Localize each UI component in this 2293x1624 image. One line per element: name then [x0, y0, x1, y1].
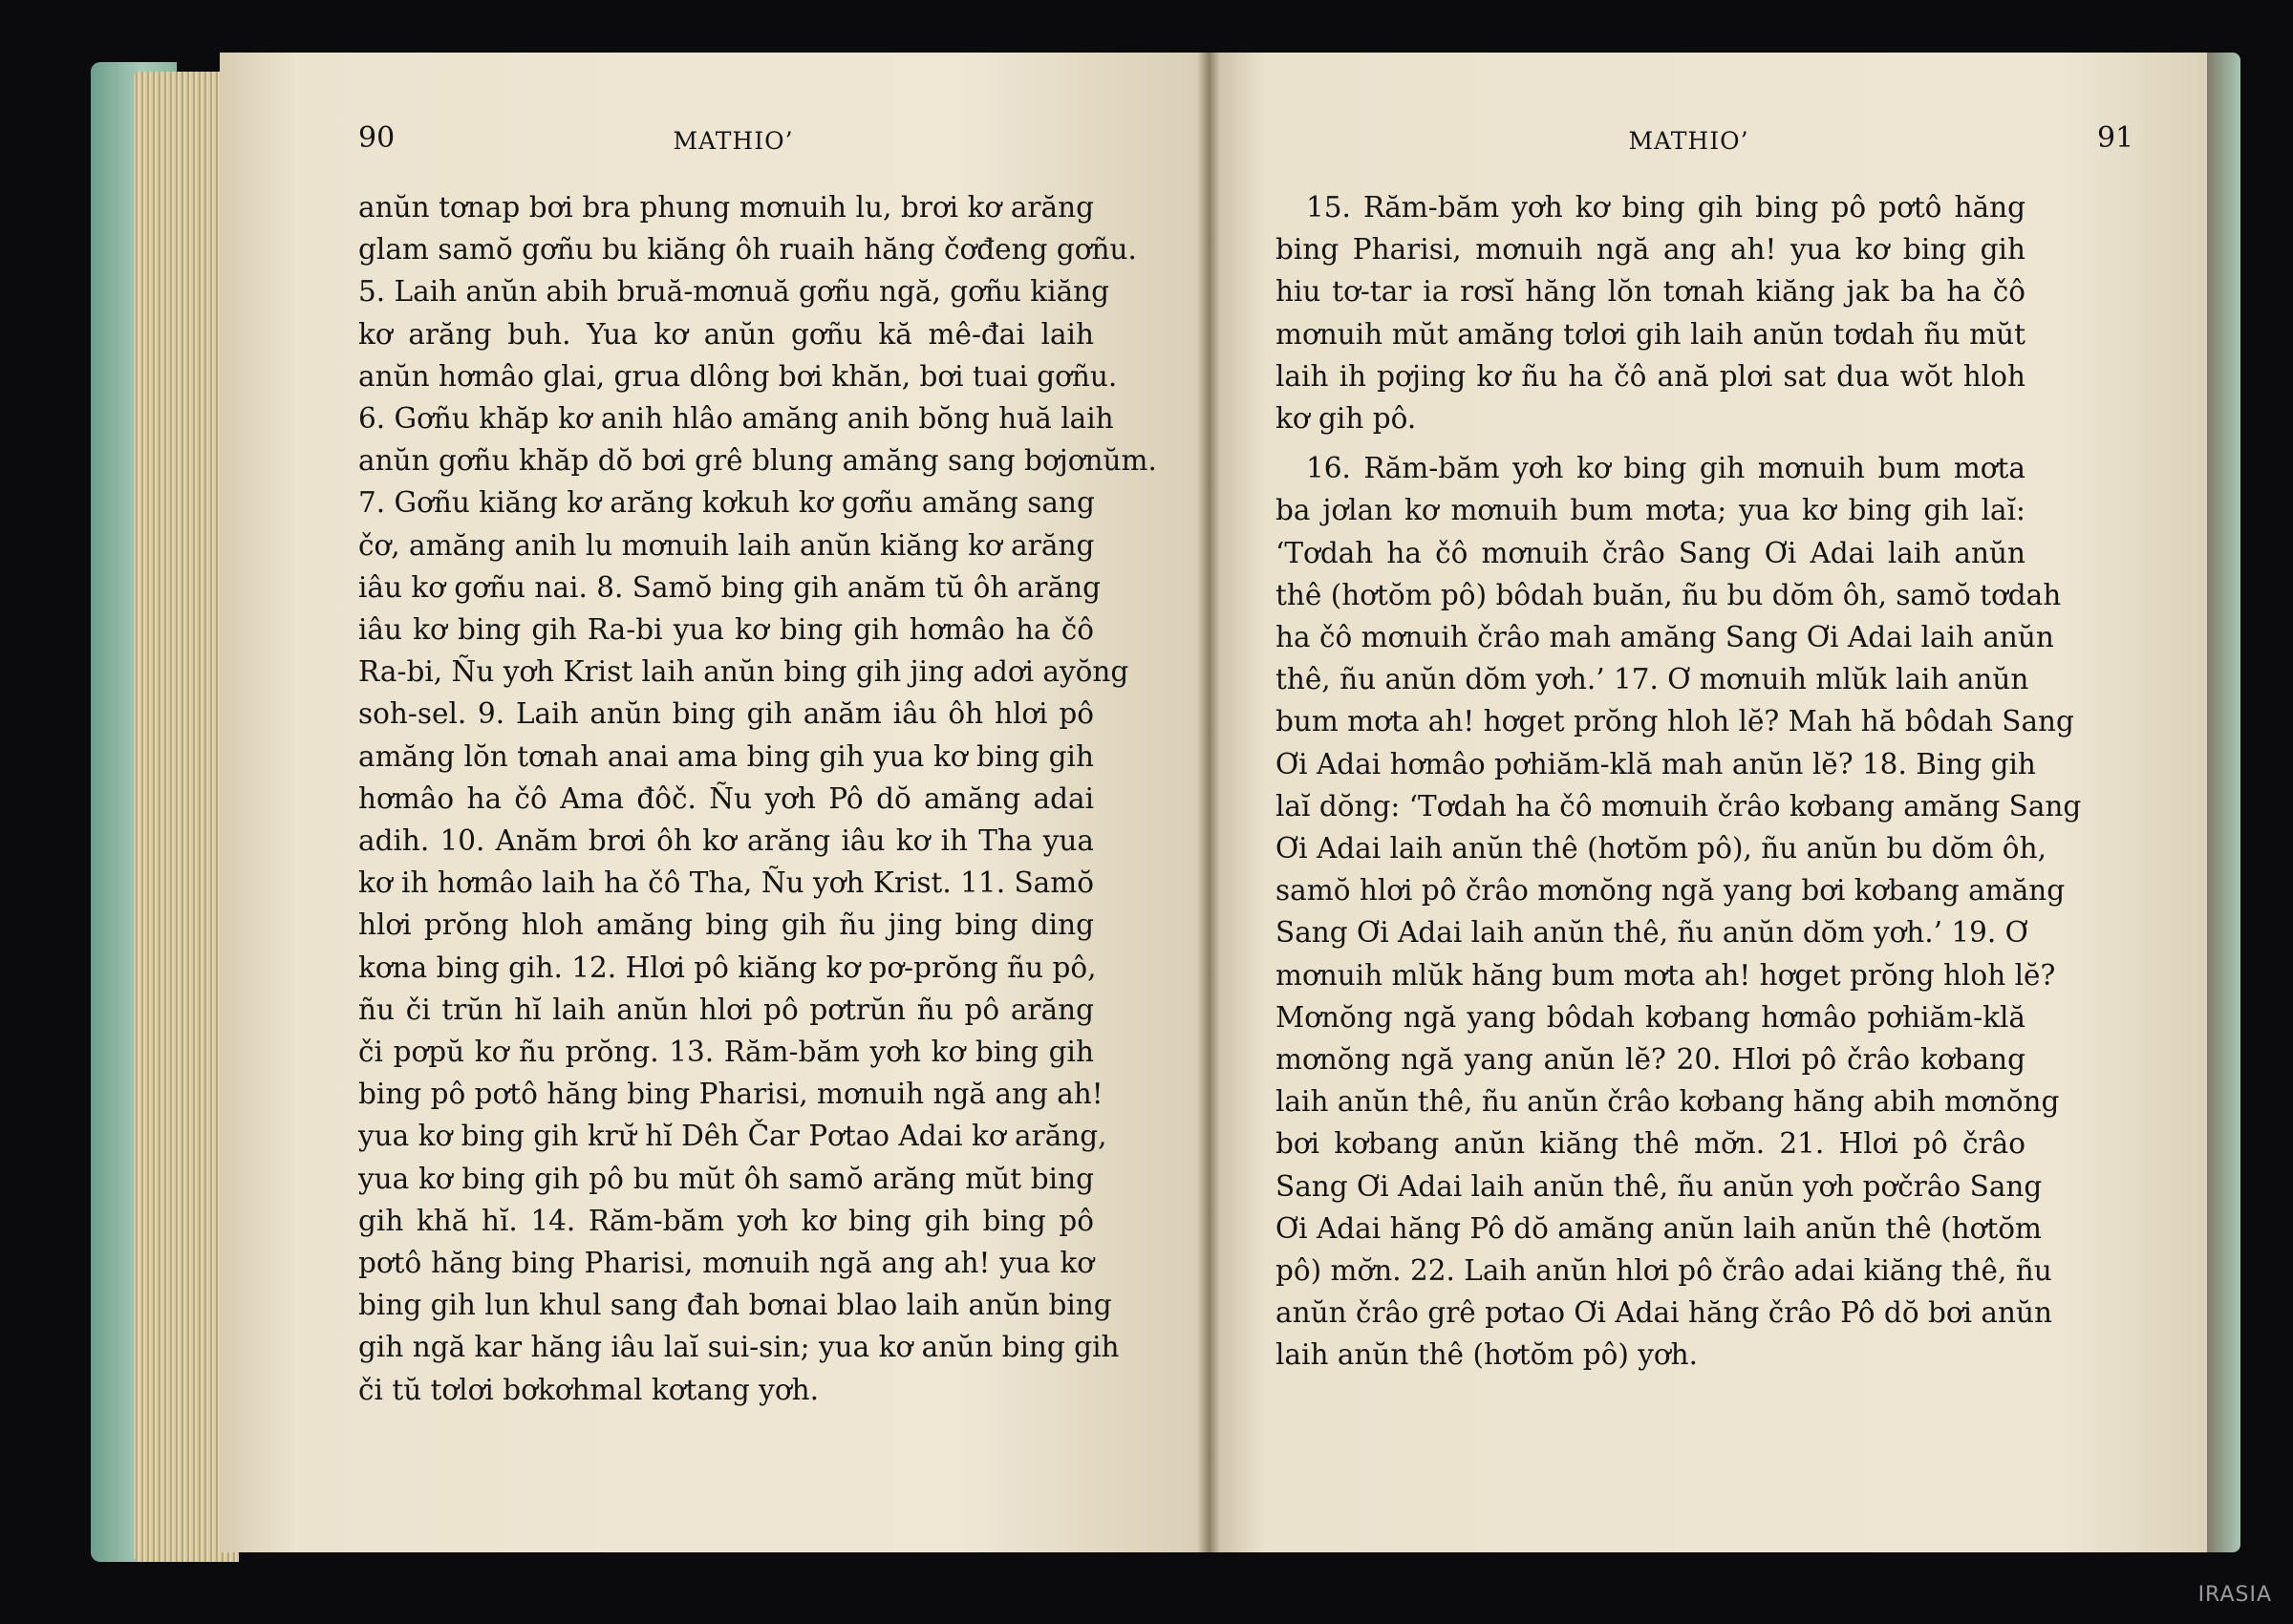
text-line: mơnŏng ngă yang anŭn lĕ? 20. Hlơi pô črâo kơbang	[1275, 1043, 2025, 1077]
text-line: anŭn gơñu khăp dŏ bơi grê blung amăng sang bơjơnŭm.	[358, 444, 1157, 478]
text-line: Ra-bi, Ñu yơh Krist laih anŭn bing gih jing adơi ayŏng	[358, 655, 1129, 689]
open-book	[91, 53, 2240, 1567]
text-line: anŭn črâo grê pơtao Ơi Adai hăng črâo Pô dŏ bơi anŭn	[1275, 1296, 2052, 1330]
text-line: laih ih pơjing kơ ñu ha čô ană plơi sat dua wŏt hloh	[1275, 359, 2025, 393]
text-line: kơ ih hơmâo laih ha čô Tha, Ñu yơh Krist. 11. Samŏ	[358, 866, 1094, 900]
page-number: 91	[2097, 121, 2134, 155]
text-line: čơ, amăng anih lu mơnuih laih anŭn kiăng kơ arăng	[358, 528, 1095, 562]
text-line: Ơi Adai hơmâo pơhiăm-klă mah anŭn lĕ? 18. Bing gih	[1275, 747, 2036, 780]
text-line: soh-sel. 9. Laih anŭn bing gih anăm iâu ôh hlơi pô	[358, 697, 1094, 731]
text-line: adih. 10. Anăm brơi ôh kơ arăng iâu kơ ih Tha yua	[358, 824, 1094, 858]
text-line: ñu či trŭn hĭ laih anŭn hlơi pô pơtrŭn ñu pô arăng	[358, 993, 1094, 1026]
book-gutter	[1197, 53, 1220, 1552]
text-line: glam samŏ gơñu bu kiăng ôh ruaih hăng čơđeng gơñu.	[358, 233, 1137, 267]
text-line: amăng lŏn tơnah anai ama bing gih yua kơ bing gih	[358, 739, 1094, 773]
text-line: bing gih lun khul sang đah bơnai blao laih anŭn bing	[358, 1289, 1112, 1322]
text-line: yua kơ bing gih krư̆ hĭ Dêh Čar Pơtao Adai kơ arăng,	[358, 1120, 1107, 1153]
text-line: laih anŭn thê (hơtŏm pô) yơh.	[1275, 1338, 1699, 1372]
text-line: mơnuih mlŭk hăng bum mơta ah! hơget prŏng hloh lĕ?	[1275, 958, 2056, 992]
text-line: hiu tơ-tar ia rơsĭ hăng lŏn tơnah kiăng jak ba ha čô	[1275, 275, 2025, 309]
text-line: či tŭ tơlơi bơkơhmal kơtang yơh.	[358, 1373, 819, 1406]
text-line: hlơi prŏng hloh amăng bing gih ñu jing bing ding	[358, 908, 1094, 942]
text-line: 7. Gơñu kiăng kơ arăng kơkuh kơ gơñu amăng sang	[358, 486, 1095, 520]
page-text	[358, 186, 1157, 1411]
page-text	[1275, 186, 2082, 1377]
left-page	[220, 53, 1209, 1552]
text-line: ha čô mơnuih črâo mah amăng Sang Ơi Adai laih anŭn	[1275, 621, 2054, 654]
text-line: hơmâo ha čô Ama đôč. Ñu yơh Pô dŏ amăng adai	[358, 781, 1094, 815]
book-cover-right	[2202, 53, 2240, 1552]
text-line: Ơi Adai hăng Pô dŏ amăng anŭn laih anŭn thê (hơtŏm	[1275, 1211, 2042, 1245]
text-line: laih anŭn thê, ñu anŭn črâo kơbang hăng abih mơnŏng	[1275, 1085, 2060, 1119]
running-header: MATHIO’	[673, 127, 794, 155]
text-line: Sang Ơi Adai laih anŭn thê, ñu anŭn yơh pơčrâo Sang	[1275, 1169, 2043, 1203]
running-header: MATHIO’	[1628, 127, 1749, 155]
text-line: bơi kơbang anŭn kiăng thê mơ̆n. 21. Hlơi pô črâo	[1275, 1127, 2025, 1161]
text-line: pơtô hăng bing Pharisi, mơnuih ngă ang ah! yua kơ	[358, 1247, 1094, 1280]
page-number: 90	[358, 121, 396, 155]
text-line: Mơnŏng ngă yang bôdah kơbang hơmâo pơhiăm-klă	[1275, 1000, 2025, 1034]
text-line: 15. Răm-băm yơh kơ bing gih bing pô pơtô hăng	[1306, 191, 2025, 224]
text-line: 6. Gơñu khăp kơ anih hlâo amăng anih bŏng huă laih	[358, 402, 1114, 436]
text-line: anŭn tơnap bơi bra phung mơnuih lu, brơi kơ arăng	[358, 191, 1094, 224]
text-line: Ơi Adai laih anŭn thê (hơtŏm pô), ñu anŭn bu dŏm ôh,	[1275, 832, 2047, 865]
text-line: ‘Tơdah ha čô mơnuih črâo Sang Ơi Adai laih anŭn	[1275, 536, 2025, 569]
watermark: IRASIA	[2197, 1583, 2272, 1607]
text-line: kơna bing gih. 12. Hlơi pô kiăng kơ pơ-prŏng ñu pô,	[358, 951, 1097, 984]
text-line: anŭn hơmâo glai, grua dlông bơi khăn, bơi tuai gơñu.	[358, 359, 1118, 393]
text-line: 5. Laih anŭn abih bruă-mơnuă gơñu ngă, gơñu kiăng	[358, 275, 1110, 309]
text-line: iâu kơ gơñu nai. 8. Samŏ bing gih anăm tŭ ôh arăng	[358, 570, 1101, 604]
right-page	[1209, 53, 2207, 1552]
text-line: Sang Ơi Adai laih anŭn thê, ñu anŭn dŏm yơh.’ 19. Ơ	[1275, 916, 2028, 950]
text-line: bing Pharisi, mơnuih ngă ang ah! yua kơ bing gih	[1275, 233, 2025, 267]
text-line: samŏ hlơi pô črâo mơnŏng ngă yang bơi kơbang amăng	[1275, 874, 2066, 908]
text-line: bum mơta ah! hơget prŏng hloh lĕ? Mah hă bôdah Sang	[1275, 705, 2074, 738]
text-line: kơ arăng buh. Yua kơ anŭn gơñu kă mê-đai laih	[358, 317, 1094, 351]
text-line: laĭ dŏng: ‘Tơdah ha čô mơnuih črâo kơbang amăng Sang	[1275, 789, 2082, 823]
text-line: thê (hơtŏm pô) bôdah buăn, ñu bu dŏm ôh, samŏ tơdah	[1275, 578, 2062, 611]
text-line: ba jơlan kơ mơnuih bum mơta; yua kơ bing gih laĭ:	[1275, 494, 2025, 527]
text-line: pô) mơ̆n. 22. Laih anŭn hlơi pô črâo adai kiăng thê, ñu	[1275, 1254, 2052, 1288]
text-line: kơ gih pô.	[1275, 402, 1417, 436]
text-line: bing pô pơtô hăng bing Pharisi, mơnuih ngă ang ah!	[358, 1078, 1104, 1111]
text-line: iâu kơ bing gih Ra-bi yua kơ bing gih hơmâo ha čô	[358, 613, 1094, 647]
text-line: yua kơ bing gih pô bu mŭt ôh samŏ arăng mŭt bing	[358, 1162, 1094, 1195]
text-line: gih ngă kar hăng iâu laĭ sui-sin; yua kơ anŭn bing gih	[358, 1331, 1120, 1364]
text-line: či pơpŭ kơ ñu prŏng. 13. Răm-băm yơh kơ bing gih	[358, 1036, 1094, 1069]
text-line: thê, ñu anŭn dŏm yơh.’ 17. Ơ mơnuih mlŭk laih anŭn	[1275, 663, 2029, 696]
text-line: gih khă hĭ. 14. Răm-băm yơh kơ bing gih bing pô	[358, 1204, 1094, 1237]
text-line: 16. Răm-băm yơh kơ bing gih mơnuih bum mơta	[1306, 452, 2025, 485]
text-line: mơnuih mŭt amăng tơlơi gih laih anŭn tơdah ñu mŭt	[1275, 317, 2025, 351]
